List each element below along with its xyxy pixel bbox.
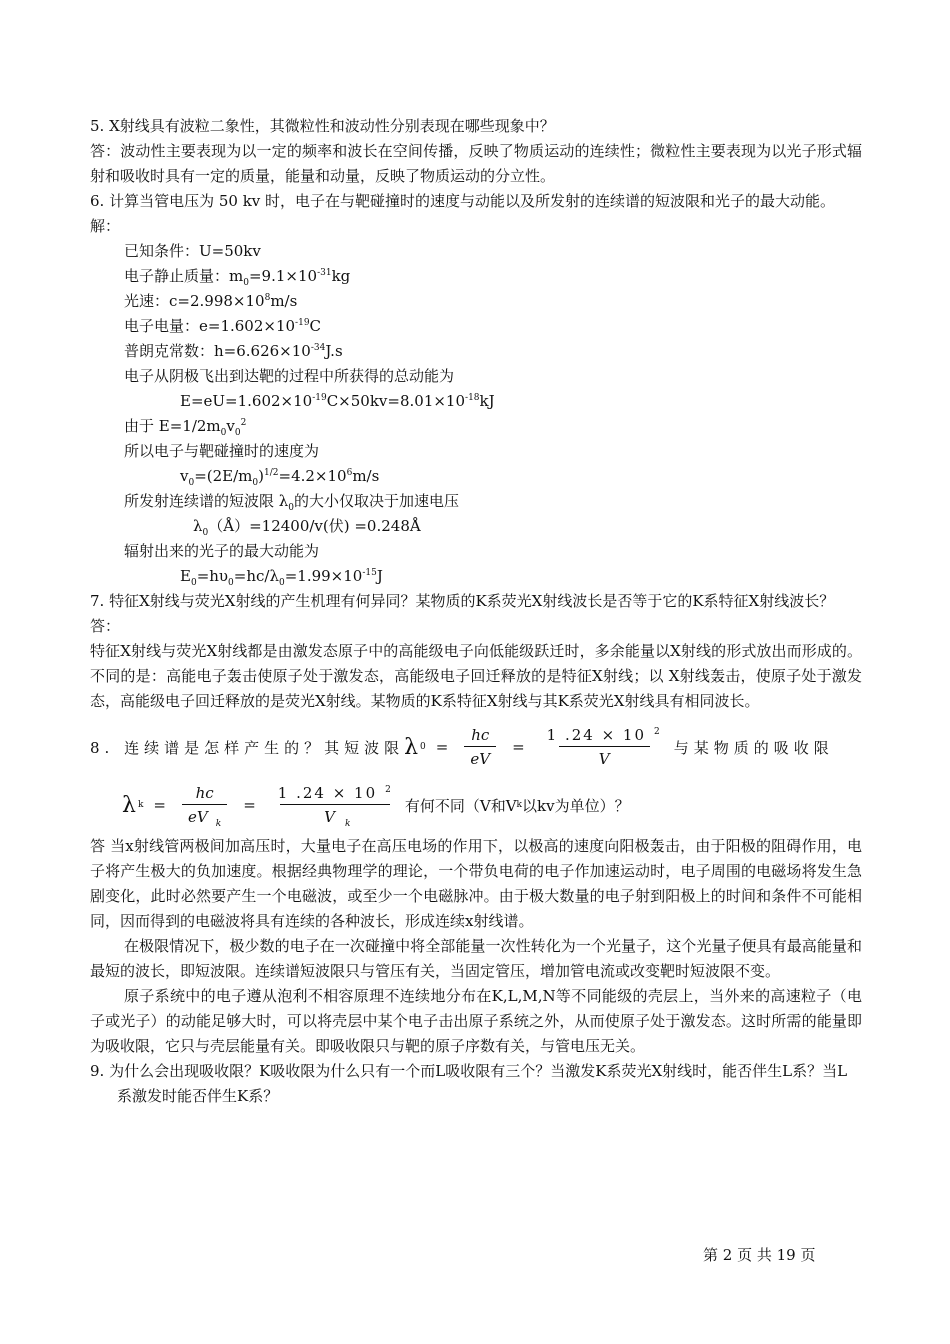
answer-7: 特征X射线与荧光X射线都是由激发态原子中的高能级电子向低能级跃迁时，多余能量以X射线的形式放出而形成的。不同的是：高能电子轰击使原子处于激发态，高能级电子回迁释放的是特征X射线；以 X射线轰击，使原子处于激发态，高能级电子回迁释放的是荧光X射线。某物质的K系特征X射线与其K系荧光X射线具有相同波长。 bbox=[90, 642, 862, 710]
electron-mass: 电子静止质量：$m_0=9.1\times 10^{-31}kg$ bbox=[124, 267, 351, 288]
electron-charge: 电子电量：$e=1.602\times 10^{-19}C$ bbox=[124, 317, 322, 335]
answer-8-p3: 原子系统中的电子遵从泡利不相容原理不连续地分布在K,L,M,N等不同能级的壳层上，当外来的高速粒子（电子或光子）的动能足够大时，可以将壳层中某个电子击出原子系统之外，从而使原子处于激发态。这时所需的能量即为吸收限，它只与壳层能量有关。即吸收限只与靶的原子序数有关，与管电压无关。 bbox=[90, 987, 862, 1055]
kinetic-energy-intro: 电子从阴极飞出到达靶的过程中所获得的总动能为 bbox=[124, 367, 455, 385]
velocity-formula: $v_0=(2E/m_0)^{1/2}=4.2\times 10^6m/s$ bbox=[180, 467, 380, 488]
question-6: 6. 计算当管电压为 50 kv 时，电子在与靶碰撞时的速度与动能以及所发射的连续谱的短波限和光子的最大动能。 bbox=[90, 192, 836, 210]
page-footer: 第 2 页 共 19 页 bbox=[703, 1246, 816, 1264]
answer-7-label: 答： bbox=[90, 617, 121, 635]
known-condition: 已知条件：U=50kv bbox=[124, 242, 261, 260]
question-9: 9. 为什么会出现吸收限？K吸收限为什么只有一个而L吸收限有三个？当激发K系荧光X射线时，能否伴生L系？当L系激发时能否伴生K系？ bbox=[90, 1062, 848, 1105]
fraction-hc-ev: $\frac{hc}{eV}$ bbox=[464, 726, 496, 768]
question-5: 5. X射线具有波粒二象性，其微粒性和波动性分别表现在哪些现象中？ bbox=[90, 117, 555, 135]
question-8-line1: 8. 连续谱是怎样产生的？其短波限 λ 0 = $\frac{hc}{eV}$ = $\frac{1 .24 \times 10 ^2}{V}$ 与某物质的吸收限 bbox=[90, 726, 834, 768]
planck-constant: 普朗克常数：$h=6.626\times 10^{-34}J.s$ bbox=[124, 342, 343, 360]
solution-label: 解： bbox=[90, 217, 121, 235]
max-energy-formula: $E_0=h\upsilon_0=hc/\lambda_0=1.99\times 10^{-15}J$ bbox=[180, 567, 383, 588]
question-8-line2: λ k = $\frac{hc}{eV _k}$ = $\frac{1 .24 \times 10 ^2}{V _k}$ 有何不同（V和V k 以kv为单位）？ bbox=[122, 784, 630, 829]
light-speed: 光速：$c=2.998\times 10^8m/s$ bbox=[124, 292, 298, 310]
short-wavelength-intro: 所发射连续谱的短波限 $\lambda_0$的大小仅取决于加速电压 bbox=[124, 492, 460, 513]
fraction-124-v: $\frac{1 .24 \times 10 ^2}{V}$ bbox=[546, 726, 662, 768]
lambda-formula: $\lambda_0(Å)=12400/v$(伏) =0.248Å bbox=[193, 517, 421, 538]
answer-8-p1: 答 当x射线管两极间加高压时，大量电子在高压电场的作用下，以极高的速度向阳极轰击，由于阳极的阻碍作用，电子将产生极大的负加速度。根据经典物理学的理论，一个带负电荷的电子作加速运动时，电子周围的电磁场将发生急剧变化，此时必然要产生一个电磁波，或至少一个电磁脉冲。由于极大数量的电子射到阳极上的时间和条件不可能相同，因而得到的电磁波将具有连续的各种波长，形成连续x射线谱。 bbox=[90, 837, 862, 930]
document-body bbox=[90, 114, 862, 1109]
velocity-intro: 所以电子与靶碰撞时的速度为 bbox=[124, 442, 320, 460]
question-7: 7. 特征X射线与荧光X射线的产生机理有何异同？某物质的K系荧光X射线波长是否等于它的K系特征X射线波长？ bbox=[90, 592, 835, 610]
answer-5: 答：波动性主要表现为以一定的频率和波长在空间传播，反映了物质运动的连续性；微粒性主要表现为以光子形式辐射和吸收时具有一定的质量，能量和动量，反映了物质运动的分立性。 bbox=[90, 142, 862, 185]
energy-relation: 由于 $E=1/2m_0v_0^2$ bbox=[124, 417, 247, 438]
fraction-124-vk: $\frac{1 .24 \times 10 ^2}{V _k}$ bbox=[277, 784, 393, 829]
kinetic-energy-formula: $E=eU=1.602\times 10^{-19}C\times 50kv=8.01\times 10^{-18}kJ$ bbox=[180, 392, 495, 410]
fraction-hc-evk: $\frac{hc}{eV _k}$ bbox=[182, 784, 227, 826]
max-energy-intro: 辐射出来的光子的最大动能为 bbox=[124, 542, 320, 560]
answer-8-p2: 在极限情况下，极少数的电子在一次碰撞中将全部能量一次性转化为一个光量子，这个光量子便具有最高能量和最短的波长，即短波限。连续谱短波限只与管压有关，当固定管压，增加管电流或改变靶时短波限不变。 bbox=[90, 937, 862, 980]
